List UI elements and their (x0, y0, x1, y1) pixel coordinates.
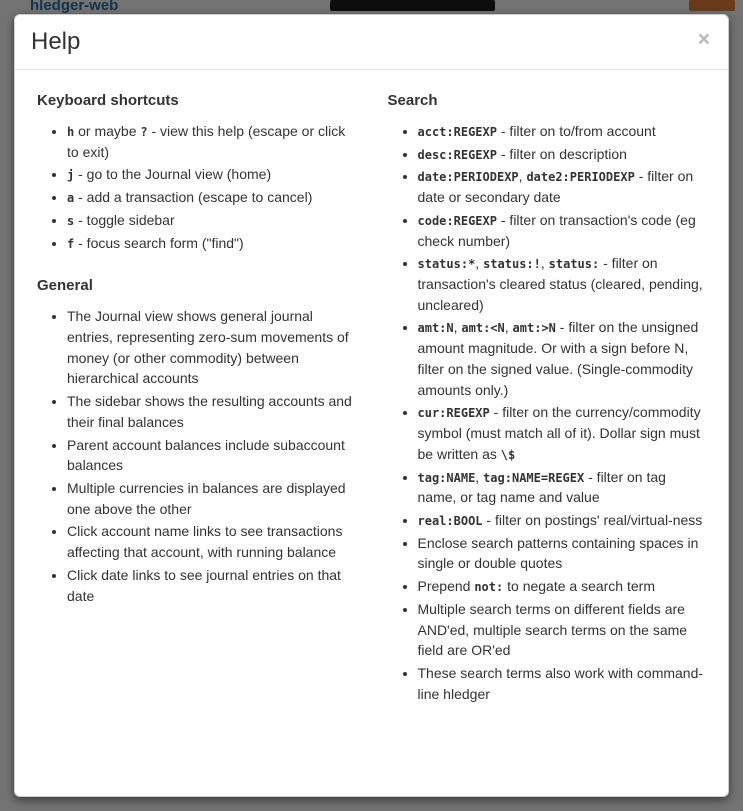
help-modal (14, 14, 729, 797)
code-token: s (67, 213, 75, 228)
code-token: amt:>N (512, 321, 556, 336)
help-list-item: • The sidebar shows the resulting accounts and their final balances (67, 391, 356, 432)
help-column-left (21, 86, 372, 782)
help-list-item: • real:BOOL - filter on postings' real/virtual-ness (418, 510, 707, 531)
help-list-item: • Click date links to see journal entries on that date (67, 565, 356, 606)
section-heading-keyboard-shortcuts: Keyboard shortcuts (37, 91, 179, 109)
code-token: h (67, 124, 75, 139)
help-list-item: • h or maybe ? - view this help (escape or click to exit) (67, 121, 356, 162)
help-list-item: • Multiple currencies in balances are displayed one above the other (67, 478, 356, 519)
code-token: a (67, 191, 75, 206)
code-token: status:* (417, 257, 476, 272)
help-column-right (372, 86, 723, 782)
help-list-item: • acct:REGEXP - filter on to/from account (418, 121, 707, 142)
help-list-item: • Parent account balances include subaccount balances (67, 435, 356, 476)
code-token: not: (474, 580, 504, 595)
code-token: status:! (483, 257, 541, 272)
help-list-item: • date:PERIODEXP, date2:PERIODEXP - filter on date or secondary date (418, 166, 707, 207)
code-token: real:BOOL (417, 514, 483, 529)
section-heading-search: Search (387, 91, 438, 109)
code-token: j (67, 168, 75, 183)
section-heading-general: General (37, 277, 93, 295)
help-list-item: • These search terms also work with command-line hledger (418, 663, 707, 704)
code-token: tag:NAME=REGEX (483, 470, 585, 485)
help-list-item: • The Journal view shows general journal entries, representing zero-sum movements of money (or other commodity) between hierarchical accounts (67, 306, 356, 389)
help-list-item: • j - go to the Journal view (home) (67, 164, 356, 185)
general-list (37, 306, 356, 606)
help-list-item: • a - add a transaction (escape to cancel) (67, 187, 356, 208)
help-list-item: • Prepend not: to negate a search term (418, 576, 707, 597)
code-token: acct:REGEXP (417, 124, 497, 139)
help-list-item: • tag:NAME, tag:NAME=REGEX - filter on tag name, or tag name and value (418, 467, 707, 508)
code-token: amt:N (417, 321, 454, 336)
help-list-item: • s - toggle sidebar (67, 210, 356, 231)
code-token: date2:PERIODEXP (526, 170, 635, 185)
close-button[interactable] (694, 27, 714, 52)
help-list-item: • status:*, status:!, status: - filter on transaction's cleared status (cleared, pending, uncleared) (418, 253, 707, 315)
help-list-item: • f - focus search form ("find") (67, 233, 356, 254)
code-token: ? (140, 124, 148, 139)
help-list-item: • Enclose search patterns containing spaces in single or double quotes (418, 533, 707, 574)
code-token: cur:REGEXP (417, 406, 490, 421)
code-token: tag:NAME (417, 470, 476, 485)
code-token: \$ (500, 447, 516, 462)
modal-title: Help (31, 28, 81, 55)
code-token: amt:<N (461, 321, 505, 336)
help-list-item: • desc:REGEXP - filter on description (418, 144, 707, 165)
help-list-item: • Multiple search terms on different fields are AND'ed, multiple search terms on the same field are OR'ed (418, 599, 707, 661)
code-token: f (67, 236, 75, 251)
help-list-item: • cur:REGEXP - filter on the currency/commodity symbol (must match all of it). Dollar sign must be written as \$ (418, 402, 707, 464)
code-token: code:REGEXP (417, 213, 497, 228)
help-list-item: • code:REGEXP - filter on transaction's code (eg check number) (418, 210, 707, 251)
code-token: status: (548, 257, 600, 272)
help-list-item: • Click account name links to see transactions affecting that account, with running balance (67, 521, 356, 562)
modal-body (15, 70, 728, 796)
modal-header (15, 15, 728, 70)
code-token: desc:REGEXP (417, 147, 497, 162)
keyboard-shortcuts-list (37, 121, 356, 253)
code-token: date:PERIODEXP (417, 170, 519, 185)
search-list (388, 121, 707, 705)
close-icon: × (697, 28, 710, 51)
help-list-item: • amt:N, amt:<N, amt:>N - filter on the unsigned amount magnitude. Or with a sign before N, filter on the signed value. (Single-commodity amounts only.) (418, 317, 707, 400)
